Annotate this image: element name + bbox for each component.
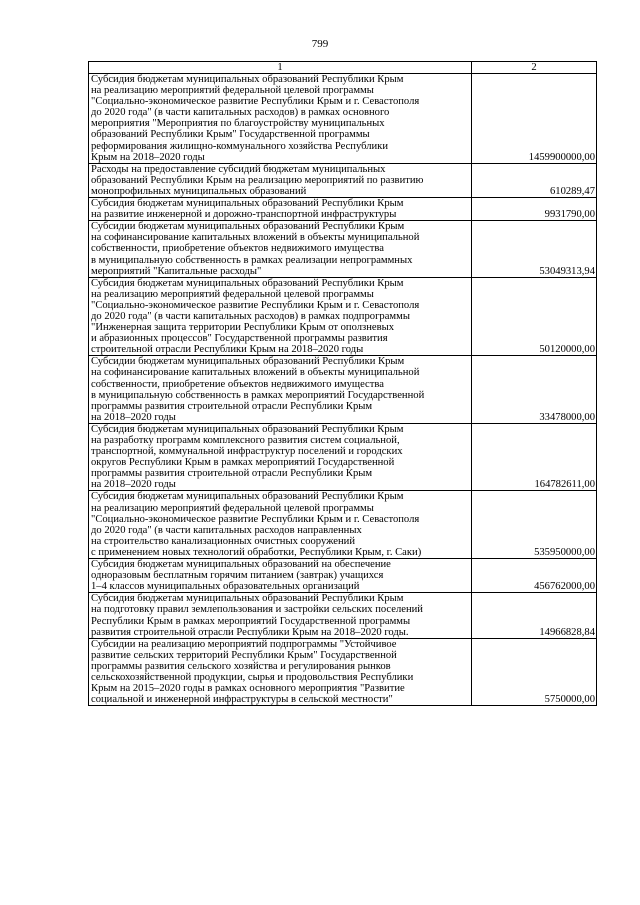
row-amount: 164782611,00 xyxy=(472,423,597,491)
description-line: на 2018–2020 годы xyxy=(91,411,176,423)
description-line: на разработку программ комплексного развития систем социальной, xyxy=(91,435,400,446)
description-line: Республики Крым в рамках мероприятий Государственной программы xyxy=(91,615,411,627)
page-number: 799 xyxy=(311,38,329,50)
description-line: строительной отрасли Республики Крым на 2018–2020 годы xyxy=(91,344,364,356)
row-description xyxy=(89,491,472,559)
table-row xyxy=(89,593,597,638)
row-description xyxy=(89,593,472,638)
description-line: развития строительной отрасли Республики Крым на 2018–2020 годы. xyxy=(91,626,409,638)
description-line: в муниципальную собственность в рамках мероприятий Государственной xyxy=(91,389,425,401)
description-line: Субсидия бюджетам муниципальных образований Республики Крым xyxy=(91,423,404,435)
row-amount: 535950000,00 xyxy=(472,491,597,559)
column-header-description: 1 xyxy=(89,62,472,74)
table-row xyxy=(89,163,597,197)
description-line: Крым на 2015–2020 годы в рамках основного мероприятия "Развитие xyxy=(91,683,405,695)
description-line: на софинансирование капитальных вложений в объекты муниципальной xyxy=(91,232,420,244)
description-line: программы развития сельского хозяйства и регулирования рынков xyxy=(91,660,391,672)
description-line: образований Республики Крым на реализацию мероприятий по развитию xyxy=(91,174,424,186)
description-line: "Социально-экономическое развитие Республики Крым и г. Севастополя xyxy=(91,513,420,525)
description-line: реформирования жилищно-коммунального хозяйства Республики xyxy=(91,140,389,152)
description-line: собственности, приобретение объектов недвижимого имущества xyxy=(91,378,384,390)
description-line: до 2020 года" (в части капитальных расходов) в рамках подпрограммы xyxy=(91,310,410,322)
description-line: программы развития строительной отрасли Республики Крым xyxy=(91,468,373,480)
description-line: Субсидии на реализацию мероприятий подпрограммы "Устойчивое xyxy=(91,638,397,650)
description-line: Субсидия бюджетам муниципальных образований Республики Крым xyxy=(91,198,404,210)
description-line: на реализацию мероприятий федеральной целевой программы xyxy=(91,288,374,300)
row-amount: 14966828,84 xyxy=(472,593,597,638)
description-line: округов Республики Крым в рамках мероприятий Государственной xyxy=(91,457,395,469)
description-line: монопрофильных муниципальных образований xyxy=(91,185,307,197)
row-description xyxy=(89,423,472,491)
table-row xyxy=(89,423,597,491)
row-description xyxy=(89,277,472,356)
table-row xyxy=(89,221,597,277)
row-description xyxy=(89,356,472,424)
row-description xyxy=(89,74,472,164)
description-line: программы развития строительной отрасли Республики Крым xyxy=(91,400,373,412)
row-amount: 9931790,00 xyxy=(472,198,597,221)
table-row xyxy=(89,198,597,221)
description-line: "Инженерная защита территории Республики Крым от оползневых xyxy=(91,322,395,334)
table-body xyxy=(89,74,597,706)
row-amount: 610289,47 xyxy=(472,163,597,197)
description-line: с применением новых технологий обработки, Республики Крым, г. Саки) xyxy=(91,546,422,558)
description-line: на подготовку правил землепользования и застройки сельских поселений xyxy=(91,604,423,616)
description-line: мероприятия "Мероприятия по благоустройству муниципальных xyxy=(91,118,385,130)
description-line: сельскохозяйственной продукции, сырья и продовольствия Республики xyxy=(91,671,414,683)
row-description xyxy=(89,163,472,197)
description-line: развитие сельских территорий Республики Крым" Государственной xyxy=(91,649,397,661)
description-line: Субсидия бюджетам муниципальных образований на обеспечение xyxy=(91,559,391,571)
description-line: и абразионных процессов" Государственной программы развития xyxy=(91,333,388,345)
description-line: 1–4 классов муниципальных образовательных организаций xyxy=(91,581,360,593)
description-line: "Социально-экономическое развитие Республики Крым и г. Севастополя xyxy=(91,96,420,108)
description-line: на реализацию мероприятий федеральной целевой программы xyxy=(91,502,374,514)
row-amount: 456762000,00 xyxy=(472,559,597,593)
description-line: мероприятий "Капитальные расходы" xyxy=(91,265,262,277)
description-line: на реализацию мероприятий федеральной целевой программы xyxy=(91,85,374,97)
description-line: Субсидия бюджетам муниципальных образований Республики Крым xyxy=(91,277,404,289)
table-row xyxy=(89,491,597,559)
description-line: на развитие инженерной и дорожно-транспортной инфраструктуры xyxy=(91,209,397,221)
table-row xyxy=(89,356,597,424)
row-description xyxy=(89,198,472,221)
description-line: на софинансирование капитальных вложений в объекты муниципальной xyxy=(91,367,420,379)
row-amount: 53049313,94 xyxy=(472,221,597,277)
table-row xyxy=(89,277,597,356)
description-line: собственности, приобретение объектов недвижимого имущества xyxy=(91,243,384,255)
row-description xyxy=(89,638,472,706)
description-line: социальной и инженерной инфраструктуры в сельской местности" xyxy=(91,694,393,706)
description-line: Субсидии бюджетам муниципальных образований Республики Крым xyxy=(91,221,405,233)
row-amount: 5750000,00 xyxy=(472,638,597,706)
budget-table xyxy=(88,61,597,706)
row-amount: 50120000,00 xyxy=(472,277,597,356)
column-header-amount: 2 xyxy=(472,62,597,74)
description-line: Субсидии бюджетам муниципальных образований Республики Крым xyxy=(91,356,405,368)
description-line: Субсидия бюджетам муниципальных образований Республики Крым xyxy=(91,74,404,85)
row-description xyxy=(89,559,472,593)
description-line: одноразовым бесплатным горячим питанием (завтрак) учащихся xyxy=(91,570,384,582)
table-row xyxy=(89,74,597,164)
table-row xyxy=(89,559,597,593)
table-row xyxy=(89,638,597,706)
description-line: Субсидия бюджетам муниципальных образований Республики Крым xyxy=(91,593,404,605)
description-line: в муниципальную собственность в рамках реализации непрограммных xyxy=(91,254,413,266)
description-line: до 2020 года" (в части капитальных расходов направленных xyxy=(91,524,362,536)
row-description xyxy=(89,221,472,277)
description-line: транспортной, коммунальной инфраструктур поселений и городских xyxy=(91,446,403,458)
description-line: "Социально-экономическое развитие Республики Крым и г. Севастополя xyxy=(91,299,420,311)
description-line: на строительство канализационных очистных сооружений xyxy=(91,535,356,547)
table-header-row xyxy=(89,62,597,74)
description-line: на 2018–2020 годы xyxy=(91,479,176,491)
row-amount: 33478000,00 xyxy=(472,356,597,424)
description-line: Субсидия бюджетам муниципальных образований Республики Крым xyxy=(91,491,404,503)
description-line: образований Республики Крым" Государственной программы xyxy=(91,129,370,141)
description-line: Крым на 2018–2020 годы xyxy=(91,151,205,163)
description-line: до 2020 года" (в части капитальных расходов) в рамках основного xyxy=(91,107,390,119)
description-line: Расходы на предоставление субсидий бюджетам муниципальных xyxy=(91,163,386,175)
row-amount: 1459900000,00 xyxy=(472,74,597,164)
